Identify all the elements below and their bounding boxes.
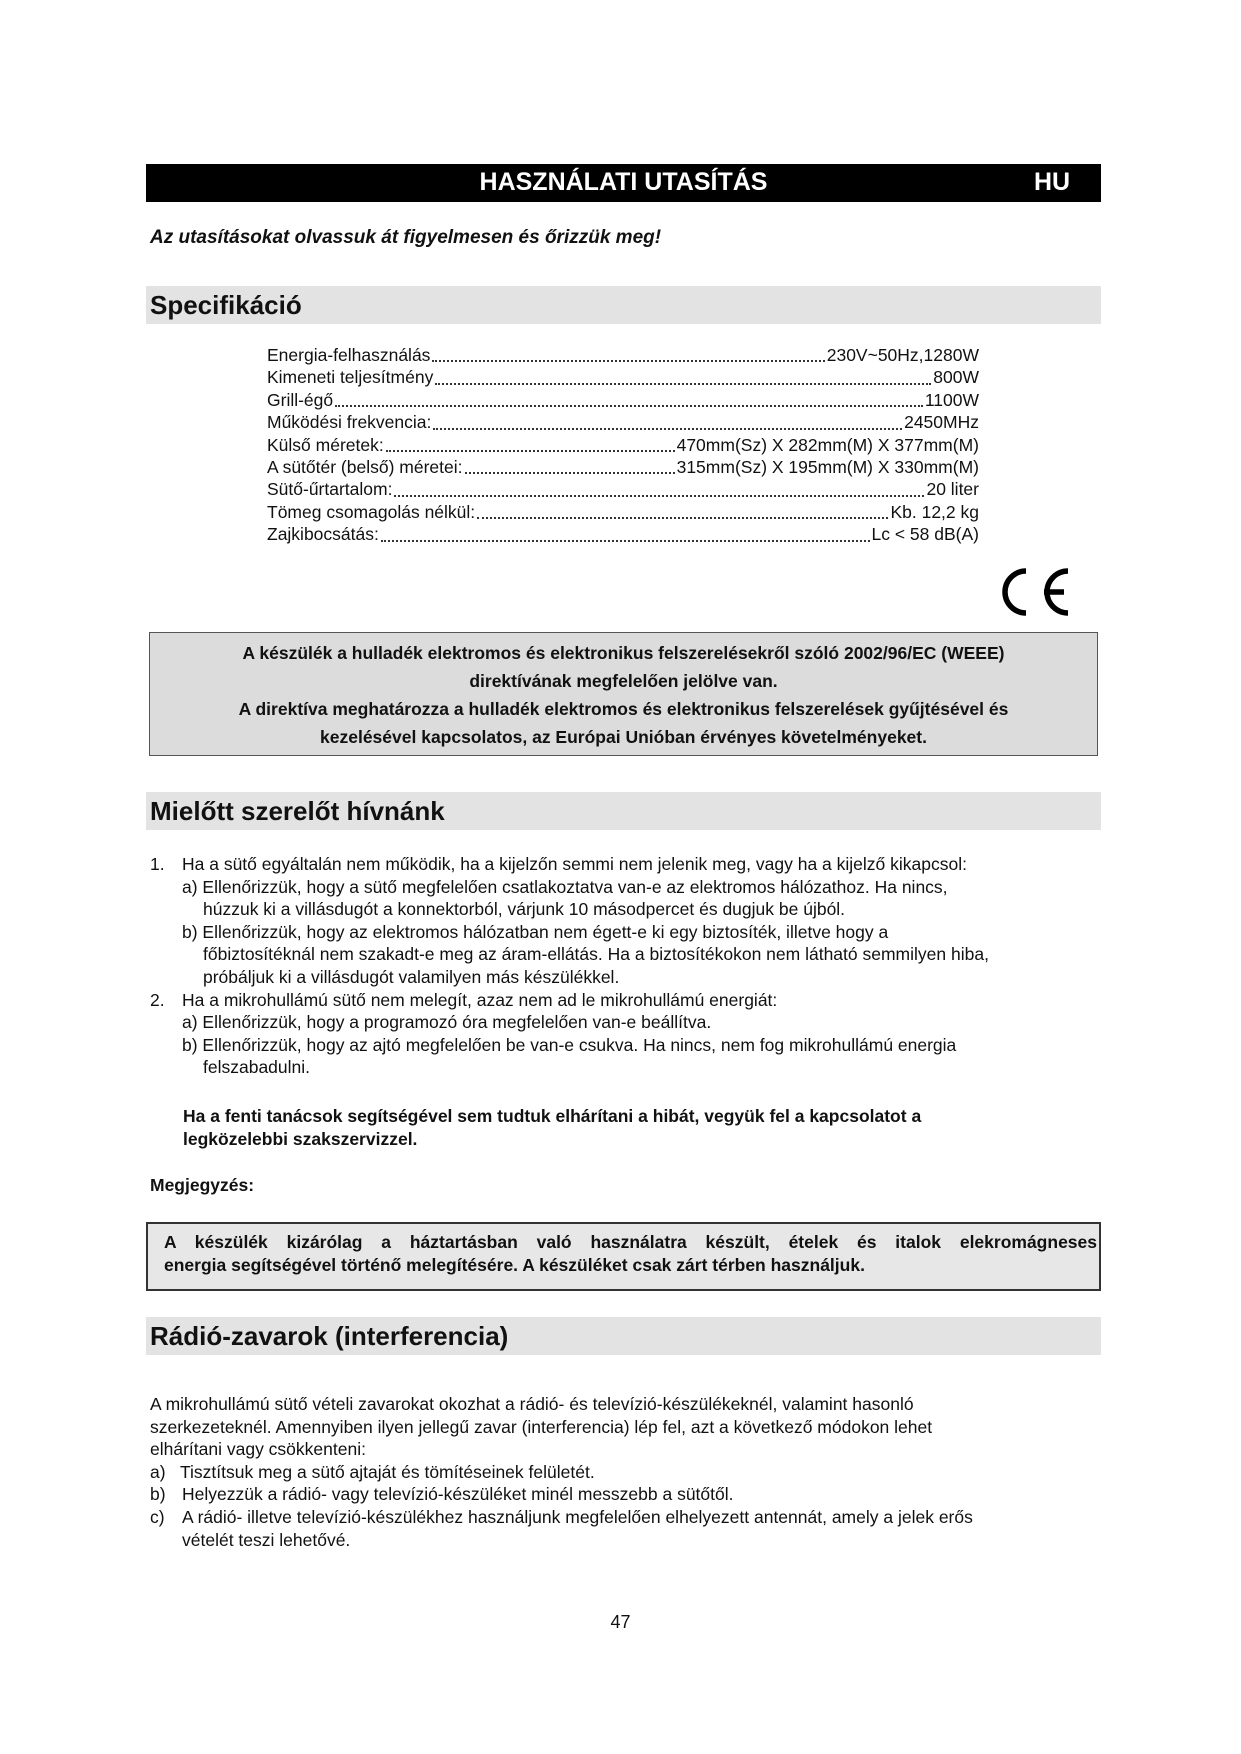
language-code: HU [1033, 168, 1071, 196]
service-contact-note [183, 1105, 921, 1151]
spec-row [267, 390, 979, 412]
text-line: szerkezeteknél. Amennyiben ilyen jellegű zavar (interferencia) lép fel, azt a következő módokon lehet [150, 1416, 933, 1437]
list-item: felszabadulni. [203, 1057, 311, 1078]
weee-line: A készülék a hulladék elektromos és elektronikus felszerelésekről szóló 2002/96/EC (WEEE) [242, 643, 1005, 663]
weee-line: kezelésével kapcsolatos, az Európai Unióban érvényes követelményeket. [320, 727, 927, 747]
note-box-line: energia segítségével történő melegítésére. A készüléket csak zárt térben használjuk. [164, 1255, 865, 1275]
radio-heading: Rádió-zavarok (interferencia) [146, 1317, 1101, 1355]
spec-label: Tömeg csomagolás nélkül: [267, 501, 476, 522]
spec-label: Működési frekvencia: [267, 412, 432, 433]
spec-value: 2450MHz [904, 412, 979, 433]
page-title: HASZNÁLATI UTASÍTÁS [479, 168, 768, 196]
spec-row [267, 435, 979, 457]
list-item: b) Ellenőrizzük, hogy az ajtó megfelelően be van-e csukva. Ha nincs, nem fog mikrohullámú energia [182, 1034, 957, 1055]
weee-line: direktívának megfelelően jelölve van. [469, 671, 778, 691]
spec-row [267, 479, 979, 501]
spec-row [267, 345, 979, 367]
note-line: Ha a fenti tanácsok segítségével sem tudtuk elhárítani a hibát, vegyük fel a kapcsolatot a [183, 1106, 922, 1126]
spec-label: Kimeneti teljesítmény [267, 367, 434, 388]
list-item: a) Ellenőrizzük, hogy a programozó óra megfelelően van-e beállítva. [182, 1012, 712, 1033]
note-box [146, 1222, 1101, 1291]
note-line: legközelebbi szakszervizzel. [183, 1129, 418, 1149]
spec-row [267, 367, 979, 389]
spec-value: 1100W [924, 389, 979, 410]
list-item: c) A rádió- illetve televízió-készülékhez használjunk megfelelően elhelyezett antennát, amely a jelek erős [150, 1506, 973, 1527]
spec-value: Lc < 58 dB(A) [871, 524, 979, 545]
page-number: 47 [610, 1612, 631, 1632]
list-item: b) Helyezzük a rádió- vagy televízió-készüléket minél messzebb a sütőtől. [150, 1484, 734, 1505]
note-box-line: A készülék kizárólag a háztartásban való használatra készült, ételek és italok elekromágneses [164, 1232, 1097, 1252]
text-line: A mikrohullámú sütő vételi zavarokat okozhat a rádió- és televízió-készülékeknél, valamint hasonló [150, 1394, 914, 1414]
list-item: 1. Ha a sütő egyáltalán nem működik, ha a kijelzőn semmi nem jelenik meg, vagy ha a kijelző kikapcsol: [150, 854, 967, 874]
list-item: a) Ellenőrizzük, hogy a sütő megfelelően csatlakoztatva van-e az elektromos hálózathoz. Ha nincs, [182, 876, 948, 897]
weee-line: A direktíva meghatározza a hulladék elektromos és elektronikus felszerelések gyűjtésével és [238, 699, 1009, 719]
list-item: húzzuk ki a villásdugót a konnektorból, várjunk 10 másodpercet és dugjuk be újból. [203, 899, 846, 920]
spec-value: 470mm(Sz) X 282mm(M) X 377mm(M) [676, 434, 979, 455]
service-list [150, 853, 989, 1079]
spec-label: Zajkibocsátás: [267, 524, 379, 545]
weee-notice [149, 632, 1098, 756]
spec-value: 20 liter [926, 479, 979, 500]
spec-label: Sütő-űrtartalom: [267, 479, 393, 500]
text-line: elhárítani vagy csökkenteni: [150, 1439, 366, 1460]
spec-value: 800W [933, 367, 979, 388]
spec-label: Külső méretek: [267, 434, 384, 455]
spec-row [267, 412, 979, 434]
spec-label: A sütőtér (belső) méretei: [267, 456, 463, 477]
spec-value: 230V~50Hz,1280W [826, 345, 979, 365]
spec-row [267, 502, 979, 524]
spec-label: Grill-égő [267, 389, 334, 410]
spec-value: Kb. 12,2 kg [890, 501, 979, 522]
list-item: a) Tisztítsuk meg a sütő ajtaját és tömítéseinek felületét. [150, 1461, 595, 1482]
list-item: b) Ellenőrizzük, hogy az elektromos hálózatban nem égett-e ki egy biztosíték, illetve hogy a [182, 921, 889, 942]
spec-row [267, 524, 979, 546]
spec-value: 315mm(Sz) X 195mm(M) X 330mm(M) [676, 456, 979, 477]
spec-row [267, 457, 979, 479]
service-heading: Mielőtt szerelőt hívnánk [146, 792, 1101, 830]
list-item: 2. Ha a mikrohullámú sütő nem melegít, azaz nem ad le mikrohullámú energiát: [150, 989, 778, 1010]
list-item: vételét teszi lehetővé. [182, 1529, 351, 1550]
list-item: próbáljuk ki a villásdugót valamilyen más készülékkel. [203, 966, 620, 987]
spec-list [267, 345, 979, 547]
intro-text: Az utasításokat olvassuk át figyelmesen és őrizzük meg! [150, 227, 662, 248]
ce-mark-icon [994, 565, 1072, 619]
note-label: Megjegyzés: [150, 1175, 255, 1195]
spec-label: Energia-felhasználás [267, 345, 431, 365]
spec-heading: Specifikáció [146, 286, 1101, 324]
radio-text [150, 1393, 1080, 1551]
title-bar [146, 164, 1101, 202]
list-item: főbiztosítéknál nem szakadt-e meg az áram-ellátás. Ha a biztosítékokon nem látható semmilyen hiba, [203, 944, 989, 965]
